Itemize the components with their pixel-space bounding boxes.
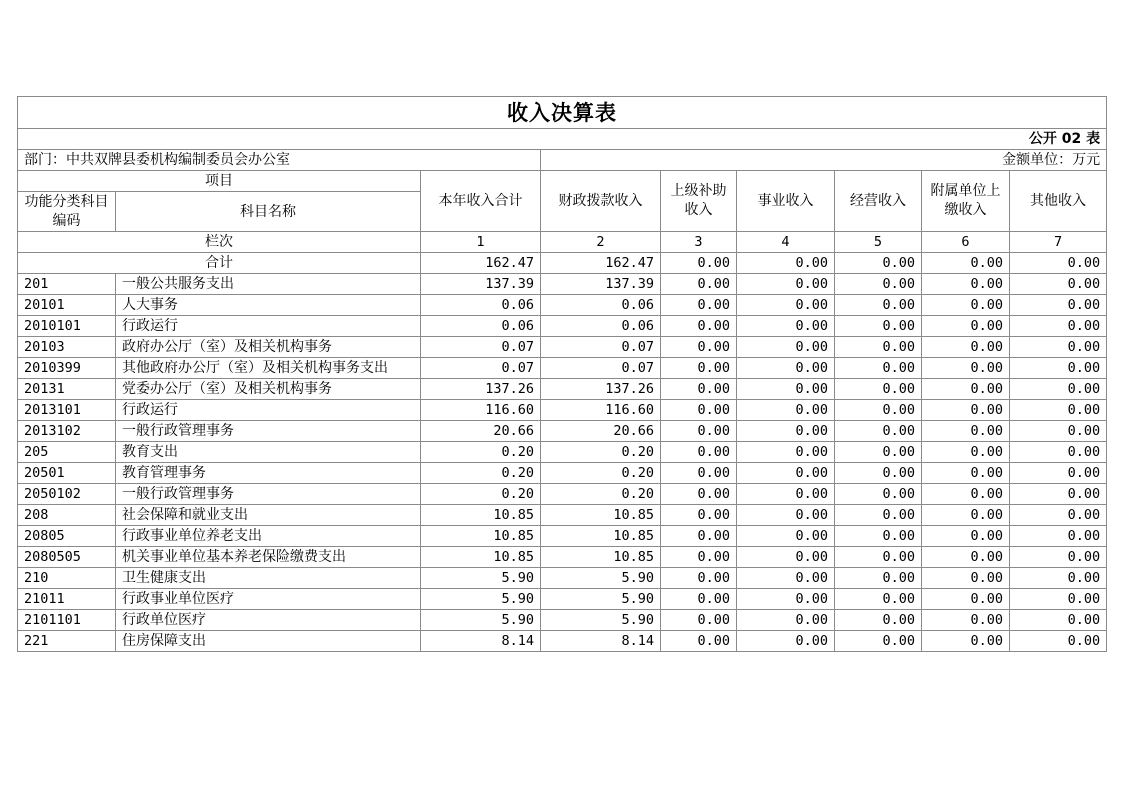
amount-cell: 0.06 xyxy=(541,295,661,316)
amount-cell: 137.39 xyxy=(421,274,541,295)
amount-cell: 8.14 xyxy=(541,631,661,652)
total-value: 162.47 xyxy=(541,253,661,274)
amount-cell: 0.00 xyxy=(835,400,922,421)
amount-cell: 0.00 xyxy=(1010,631,1107,652)
total-value: 0.00 xyxy=(661,253,737,274)
amount-cell: 0.00 xyxy=(737,379,835,400)
amount-cell: 0.00 xyxy=(922,337,1010,358)
subject-code: 20131 xyxy=(18,379,116,400)
amount-cell: 0.06 xyxy=(421,316,541,337)
amount-cell: 10.85 xyxy=(421,505,541,526)
amount-cell: 20.66 xyxy=(421,421,541,442)
amount-cell: 0.00 xyxy=(1010,379,1107,400)
amount-cell: 10.85 xyxy=(421,526,541,547)
amount-cell: 5.90 xyxy=(421,568,541,589)
table-row xyxy=(18,442,1107,463)
subject-code: 20101 xyxy=(18,295,116,316)
subject-name: 教育管理事务 xyxy=(116,463,421,484)
amount-cell: 0.00 xyxy=(1010,337,1107,358)
subject-name: 社会保障和就业支出 xyxy=(116,505,421,526)
table-row xyxy=(18,526,1107,547)
subject-name: 行政单位医疗 xyxy=(116,610,421,631)
seq-number: 2 xyxy=(541,232,661,253)
seq-number: 4 xyxy=(737,232,835,253)
amount-cell: 0.00 xyxy=(661,379,737,400)
amount-cell: 0.00 xyxy=(661,274,737,295)
seq-number: 7 xyxy=(1010,232,1107,253)
table-row xyxy=(18,547,1107,568)
amount-cell: 0.00 xyxy=(661,337,737,358)
amount-cell: 0.20 xyxy=(541,442,661,463)
amount-cell: 0.00 xyxy=(661,589,737,610)
subject-name: 一般行政管理事务 xyxy=(116,421,421,442)
subject-code: 20103 xyxy=(18,337,116,358)
subject-code: 205 xyxy=(18,442,116,463)
amount-cell: 5.90 xyxy=(421,610,541,631)
amount-cell: 0.00 xyxy=(835,274,922,295)
amount-cell: 0.00 xyxy=(922,484,1010,505)
amount-cell: 0.00 xyxy=(737,568,835,589)
amount-cell: 0.00 xyxy=(922,526,1010,547)
amount-cell: 0.00 xyxy=(835,463,922,484)
table-row xyxy=(18,589,1107,610)
amount-cell: 0.00 xyxy=(661,631,737,652)
subject-name: 住房保障支出 xyxy=(116,631,421,652)
amount-cell: 0.00 xyxy=(922,421,1010,442)
amount-cell: 0.00 xyxy=(835,316,922,337)
subject-code: 20805 xyxy=(18,526,116,547)
amount-cell: 0.00 xyxy=(922,568,1010,589)
amount-cell: 0.00 xyxy=(737,589,835,610)
amount-cell: 0.00 xyxy=(1010,358,1107,379)
amount-cell: 0.00 xyxy=(737,505,835,526)
col-header-other: 其他收入 xyxy=(1010,171,1107,232)
table-row xyxy=(18,484,1107,505)
amount-cell: 5.90 xyxy=(541,568,661,589)
subject-name: 政府办公厅（室）及相关机构事务 xyxy=(116,337,421,358)
amount-cell: 0.00 xyxy=(922,442,1010,463)
amount-cell: 0.00 xyxy=(737,295,835,316)
amount-cell: 0.00 xyxy=(661,568,737,589)
amount-cell: 0.00 xyxy=(661,610,737,631)
amount-cell: 0.06 xyxy=(421,295,541,316)
total-value: 0.00 xyxy=(1010,253,1107,274)
amount-cell: 0.00 xyxy=(835,505,922,526)
amount-cell: 0.00 xyxy=(737,274,835,295)
amount-cell: 0.00 xyxy=(922,379,1010,400)
amount-cell: 0.00 xyxy=(835,547,922,568)
subject-name: 一般公共服务支出 xyxy=(116,274,421,295)
amount-cell: 0.00 xyxy=(835,358,922,379)
amount-cell: 10.85 xyxy=(541,505,661,526)
amount-cell: 0.00 xyxy=(835,526,922,547)
amount-cell: 0.00 xyxy=(661,400,737,421)
amount-cell: 0.00 xyxy=(737,610,835,631)
table-row xyxy=(18,274,1107,295)
total-value: 0.00 xyxy=(835,253,922,274)
project-header: 项目 xyxy=(18,171,421,192)
amount-cell: 0.00 xyxy=(661,463,737,484)
amount-cell: 0.00 xyxy=(1010,589,1107,610)
table-row xyxy=(18,505,1107,526)
amount-cell: 0.00 xyxy=(661,442,737,463)
form-code: 公开 02 表 xyxy=(18,129,1107,150)
amount-cell: 137.26 xyxy=(541,379,661,400)
amount-cell: 8.14 xyxy=(421,631,541,652)
amount-cell: 10.85 xyxy=(541,526,661,547)
amount-cell: 10.85 xyxy=(541,547,661,568)
table-row xyxy=(18,568,1107,589)
col-header-affiliated: 附属单位上缴收入 xyxy=(922,171,1010,232)
subject-code: 2080505 xyxy=(18,547,116,568)
amount-cell: 137.39 xyxy=(541,274,661,295)
amount-cell: 0.00 xyxy=(661,358,737,379)
amount-cell: 0.20 xyxy=(541,484,661,505)
func-code-header: 功能分类科目编码 xyxy=(18,192,116,232)
amount-cell: 0.07 xyxy=(541,358,661,379)
amount-cell: 0.00 xyxy=(922,358,1010,379)
amount-cell: 0.00 xyxy=(661,421,737,442)
subject-name-header: 科目名称 xyxy=(116,192,421,232)
subject-name: 人大事务 xyxy=(116,295,421,316)
amount-cell: 0.00 xyxy=(737,316,835,337)
table-row xyxy=(18,463,1107,484)
amount-cell: 0.00 xyxy=(835,421,922,442)
subject-name: 教育支出 xyxy=(116,442,421,463)
amount-cell: 0.00 xyxy=(835,442,922,463)
amount-cell: 0.00 xyxy=(1010,484,1107,505)
subject-name: 行政事业单位养老支出 xyxy=(116,526,421,547)
subject-name: 行政运行 xyxy=(116,400,421,421)
table-row xyxy=(18,358,1107,379)
amount-cell: 0.00 xyxy=(1010,568,1107,589)
amount-cell: 5.90 xyxy=(541,610,661,631)
amount-cell: 0.00 xyxy=(1010,526,1107,547)
amount-cell: 116.60 xyxy=(421,400,541,421)
amount-cell: 0.00 xyxy=(922,610,1010,631)
subject-code: 2050102 xyxy=(18,484,116,505)
subject-name: 一般行政管理事务 xyxy=(116,484,421,505)
amount-cell: 0.00 xyxy=(737,463,835,484)
amount-cell: 0.00 xyxy=(1010,442,1107,463)
amount-cell: 0.00 xyxy=(1010,610,1107,631)
amount-cell: 0.00 xyxy=(835,337,922,358)
amount-cell: 0.00 xyxy=(661,505,737,526)
amount-cell: 0.00 xyxy=(922,274,1010,295)
amount-cell: 0.07 xyxy=(421,358,541,379)
amount-cell: 5.90 xyxy=(541,589,661,610)
amount-cell: 0.00 xyxy=(922,316,1010,337)
table-row xyxy=(18,400,1107,421)
amount-cell: 0.00 xyxy=(661,295,737,316)
col-header-operating: 经营收入 xyxy=(835,171,922,232)
amount-cell: 0.00 xyxy=(922,631,1010,652)
amount-cell: 0.20 xyxy=(421,484,541,505)
subject-code: 2101101 xyxy=(18,610,116,631)
subject-code: 2013102 xyxy=(18,421,116,442)
amount-cell: 0.00 xyxy=(737,547,835,568)
total-value: 0.00 xyxy=(737,253,835,274)
amount-cell: 0.00 xyxy=(1010,547,1107,568)
col-header-total: 本年收入合计 xyxy=(421,171,541,232)
table-row xyxy=(18,379,1107,400)
subject-code: 2013101 xyxy=(18,400,116,421)
subject-code: 2010101 xyxy=(18,316,116,337)
amount-cell: 0.00 xyxy=(835,631,922,652)
table-row xyxy=(18,421,1107,442)
table-row xyxy=(18,610,1107,631)
subject-code: 20501 xyxy=(18,463,116,484)
amount-cell: 0.00 xyxy=(661,484,737,505)
amount-cell: 0.00 xyxy=(661,526,737,547)
amount-cell: 0.00 xyxy=(1010,421,1107,442)
table-row xyxy=(18,316,1107,337)
amount-cell: 0.00 xyxy=(737,400,835,421)
amount-cell: 0.00 xyxy=(922,589,1010,610)
total-value: 162.47 xyxy=(421,253,541,274)
amount-cell: 0.00 xyxy=(1010,505,1107,526)
subject-code: 208 xyxy=(18,505,116,526)
total-value: 0.00 xyxy=(922,253,1010,274)
subject-code: 21011 xyxy=(18,589,116,610)
table-row xyxy=(18,337,1107,358)
amount-cell: 0.00 xyxy=(922,463,1010,484)
amount-cell: 0.00 xyxy=(737,526,835,547)
subject-name: 卫生健康支出 xyxy=(116,568,421,589)
seq-label: 栏次 xyxy=(18,232,421,253)
total-label: 合计 xyxy=(18,253,421,274)
amount-cell: 0.00 xyxy=(737,421,835,442)
subject-code: 221 xyxy=(18,631,116,652)
amount-cell: 137.26 xyxy=(421,379,541,400)
amount-cell: 0.00 xyxy=(922,295,1010,316)
amount-cell: 0.00 xyxy=(737,484,835,505)
amount-cell: 0.00 xyxy=(661,316,737,337)
amount-cell: 0.00 xyxy=(737,631,835,652)
department-label: 部门：中共双牌县委机构编制委员会办公室 xyxy=(18,150,541,171)
amount-cell: 0.00 xyxy=(922,400,1010,421)
amount-cell: 0.00 xyxy=(737,442,835,463)
col-header-fiscal: 财政拨款收入 xyxy=(541,171,661,232)
income-statement-table xyxy=(17,96,1107,652)
amount-cell: 0.00 xyxy=(922,547,1010,568)
amount-cell: 0.00 xyxy=(737,358,835,379)
amount-cell: 0.00 xyxy=(835,379,922,400)
seq-number: 1 xyxy=(421,232,541,253)
subject-code: 210 xyxy=(18,568,116,589)
col-header-business: 事业收入 xyxy=(737,171,835,232)
amount-cell: 0.00 xyxy=(1010,295,1107,316)
amount-cell: 116.60 xyxy=(541,400,661,421)
seq-number: 6 xyxy=(922,232,1010,253)
subject-name: 机关事业单位基本养老保险缴费支出 xyxy=(116,547,421,568)
amount-cell: 0.00 xyxy=(835,610,922,631)
amount-cell: 0.20 xyxy=(541,463,661,484)
amount-cell: 0.00 xyxy=(835,568,922,589)
amount-cell: 20.66 xyxy=(541,421,661,442)
amount-cell: 5.90 xyxy=(421,589,541,610)
subject-code: 201 xyxy=(18,274,116,295)
amount-cell: 0.00 xyxy=(835,295,922,316)
amount-cell: 0.00 xyxy=(835,484,922,505)
seq-number: 3 xyxy=(661,232,737,253)
subject-name: 其他政府办公厅（室）及相关机构事务支出 xyxy=(116,358,421,379)
col-header-superior: 上级补助收入 xyxy=(661,171,737,232)
amount-cell: 0.20 xyxy=(421,442,541,463)
table-row xyxy=(18,631,1107,652)
amount-cell: 0.00 xyxy=(835,589,922,610)
unit-label: 金额单位：万元 xyxy=(541,150,1107,171)
amount-cell: 0.00 xyxy=(661,547,737,568)
amount-cell: 0.07 xyxy=(541,337,661,358)
table-row xyxy=(18,295,1107,316)
amount-cell: 10.85 xyxy=(421,547,541,568)
amount-cell: 0.00 xyxy=(1010,400,1107,421)
amount-cell: 0.00 xyxy=(922,505,1010,526)
subject-name: 行政事业单位医疗 xyxy=(116,589,421,610)
amount-cell: 0.00 xyxy=(737,337,835,358)
subject-name: 党委办公厅（室）及相关机构事务 xyxy=(116,379,421,400)
subject-code: 2010399 xyxy=(18,358,116,379)
seq-number: 5 xyxy=(835,232,922,253)
subject-name: 行政运行 xyxy=(116,316,421,337)
amount-cell: 0.06 xyxy=(541,316,661,337)
amount-cell: 0.07 xyxy=(421,337,541,358)
amount-cell: 0.00 xyxy=(1010,316,1107,337)
amount-cell: 0.00 xyxy=(1010,274,1107,295)
amount-cell: 0.00 xyxy=(1010,463,1107,484)
page-title: 收入决算表 xyxy=(18,97,1107,129)
amount-cell: 0.20 xyxy=(421,463,541,484)
